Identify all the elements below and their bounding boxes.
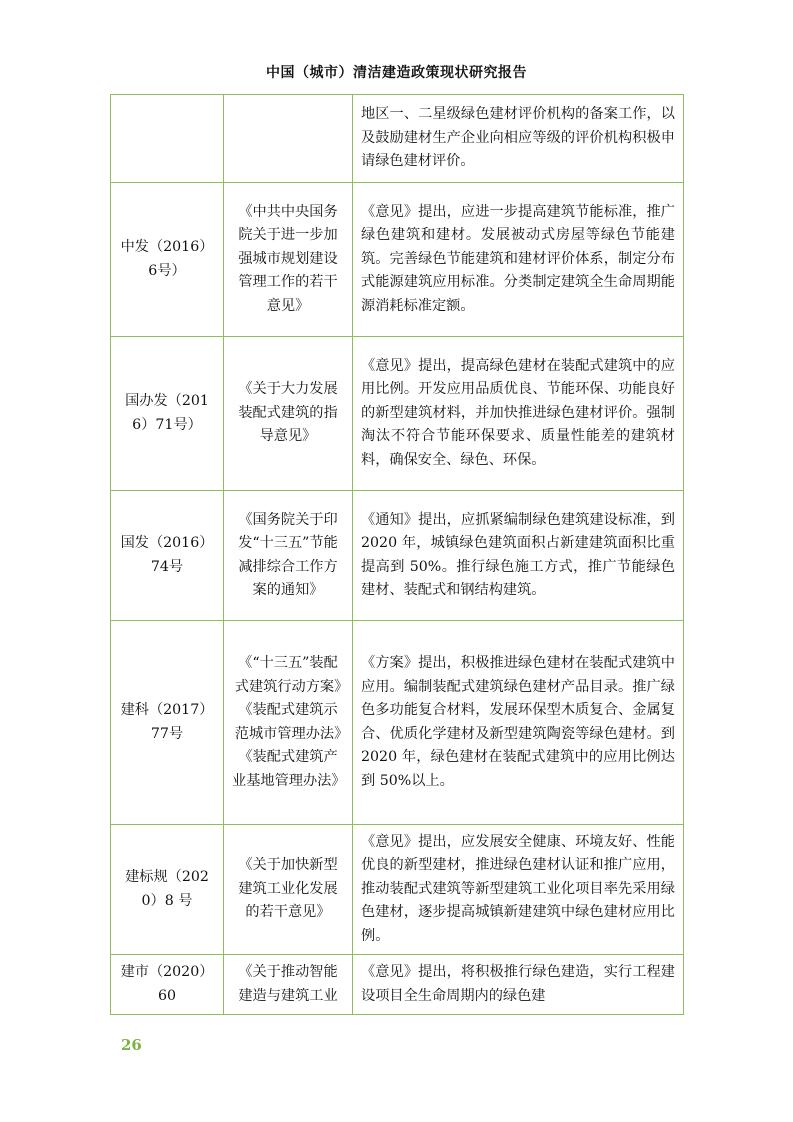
- policy-name-cell: 《“十三五”装配式建筑行动方案》《装配式建筑示范城市管理办法》《装配式建筑产业基地管理办法》: [224, 621, 353, 825]
- policy-name-cell: 《关于大力发展装配式建筑的指导意见》: [224, 337, 353, 491]
- policy-name-cell: 《关于推动智能建造与建筑工业: [224, 955, 353, 1015]
- policy-name-cell: 《中共中央国务院关于进一步加强城市规划建设管理工作的若干意见》: [224, 183, 353, 337]
- doc-number-cell: 建标规（2020）8 号: [111, 825, 224, 955]
- policy-content-cell: 《意见》提出，应进一步提高建筑节能标准，推广绿色建筑和建材。发展被动式房屋等绿色节能建筑。完善绿色节能建筑和建材评价体系，制定分布式能源建筑应用标准。分类制定建筑全生命周期能源消耗标准定额。: [353, 183, 684, 337]
- table-row: [111, 491, 684, 621]
- table-row: [111, 825, 684, 955]
- policy-content-cell: 《意见》提出，提高绿色建材在装配式建筑中的应用比例。开发应用品质优良、节能环保、功能良好的新型建筑材料，并加快推进绿色建材评价。强制淘汰不符合节能环保要求、质量性能差的建筑材料，确保安全、绿色、环保。: [353, 337, 684, 491]
- doc-number-cell: 建市（2020）60: [111, 955, 224, 1015]
- doc-number-cell: 中发（2016）6号）: [111, 183, 224, 337]
- page-number: 26: [121, 1036, 142, 1054]
- policy-name-cell: 《国务院关于印发“十三五”节能减排综合工作方案的通知》: [224, 491, 353, 621]
- doc-number-cell: 建科（2017）77号: [111, 621, 224, 825]
- table-row: [111, 621, 684, 825]
- page-header-title: 中国（城市）清洁建造政策现状研究报告: [266, 65, 527, 81]
- policy-content-cell: 《意见》提出，应发展安全健康、环境友好、性能优良的新型建材，推进绿色建材认证和推广应用，推动装配式建筑等新型建筑工业化项目率先采用绿色建材，逐步提高城镇新建建筑中绿色建材应用比例。: [353, 825, 684, 955]
- policy-content-cell: 地区一、二星级绿色建材评价机构的备案工作，以及鼓励建材生产企业向相应等级的评价机构积极申请绿色建材评价。: [353, 95, 684, 183]
- table-row: [111, 183, 684, 337]
- table-row: [111, 337, 684, 491]
- policy-table: [110, 94, 684, 1015]
- policy-name-cell: 《关于加快新型建筑工业化发展的若干意见》: [224, 825, 353, 955]
- policy-content-cell: 《意见》提出，将积极推行绿色建造，实行工程建设项目全生命周期内的绿色建: [353, 955, 684, 1015]
- table-row: [111, 95, 684, 183]
- doc-number-cell: 国办发（2016）71号）: [111, 337, 224, 491]
- policy-content-cell: 《方案》提出，积极推进绿色建材在装配式建筑中应用。编制装配式建筑绿色建材产品目录。推广绿色多功能复合材料，发展环保型木质复合、金属复合、优质化学建材及新型建筑陶瓷等绿色建材。到 2020 年，绿色建材在装配式建筑中的应用比例达到 50%以上。: [353, 621, 684, 825]
- policy-name-cell: [224, 95, 353, 183]
- policy-content-cell: 《通知》提出，应抓紧编制绿色建筑建设标准，到 2020 年，城镇绿色建筑面积占新建建筑面积比重提高到 50%。推行绿色施工方式，推广节能绿色建材、装配式和钢结构建筑。: [353, 491, 684, 621]
- doc-number-cell: 国发（2016）74号: [111, 491, 224, 621]
- doc-number-cell: [111, 95, 224, 183]
- table-row: [111, 955, 684, 1015]
